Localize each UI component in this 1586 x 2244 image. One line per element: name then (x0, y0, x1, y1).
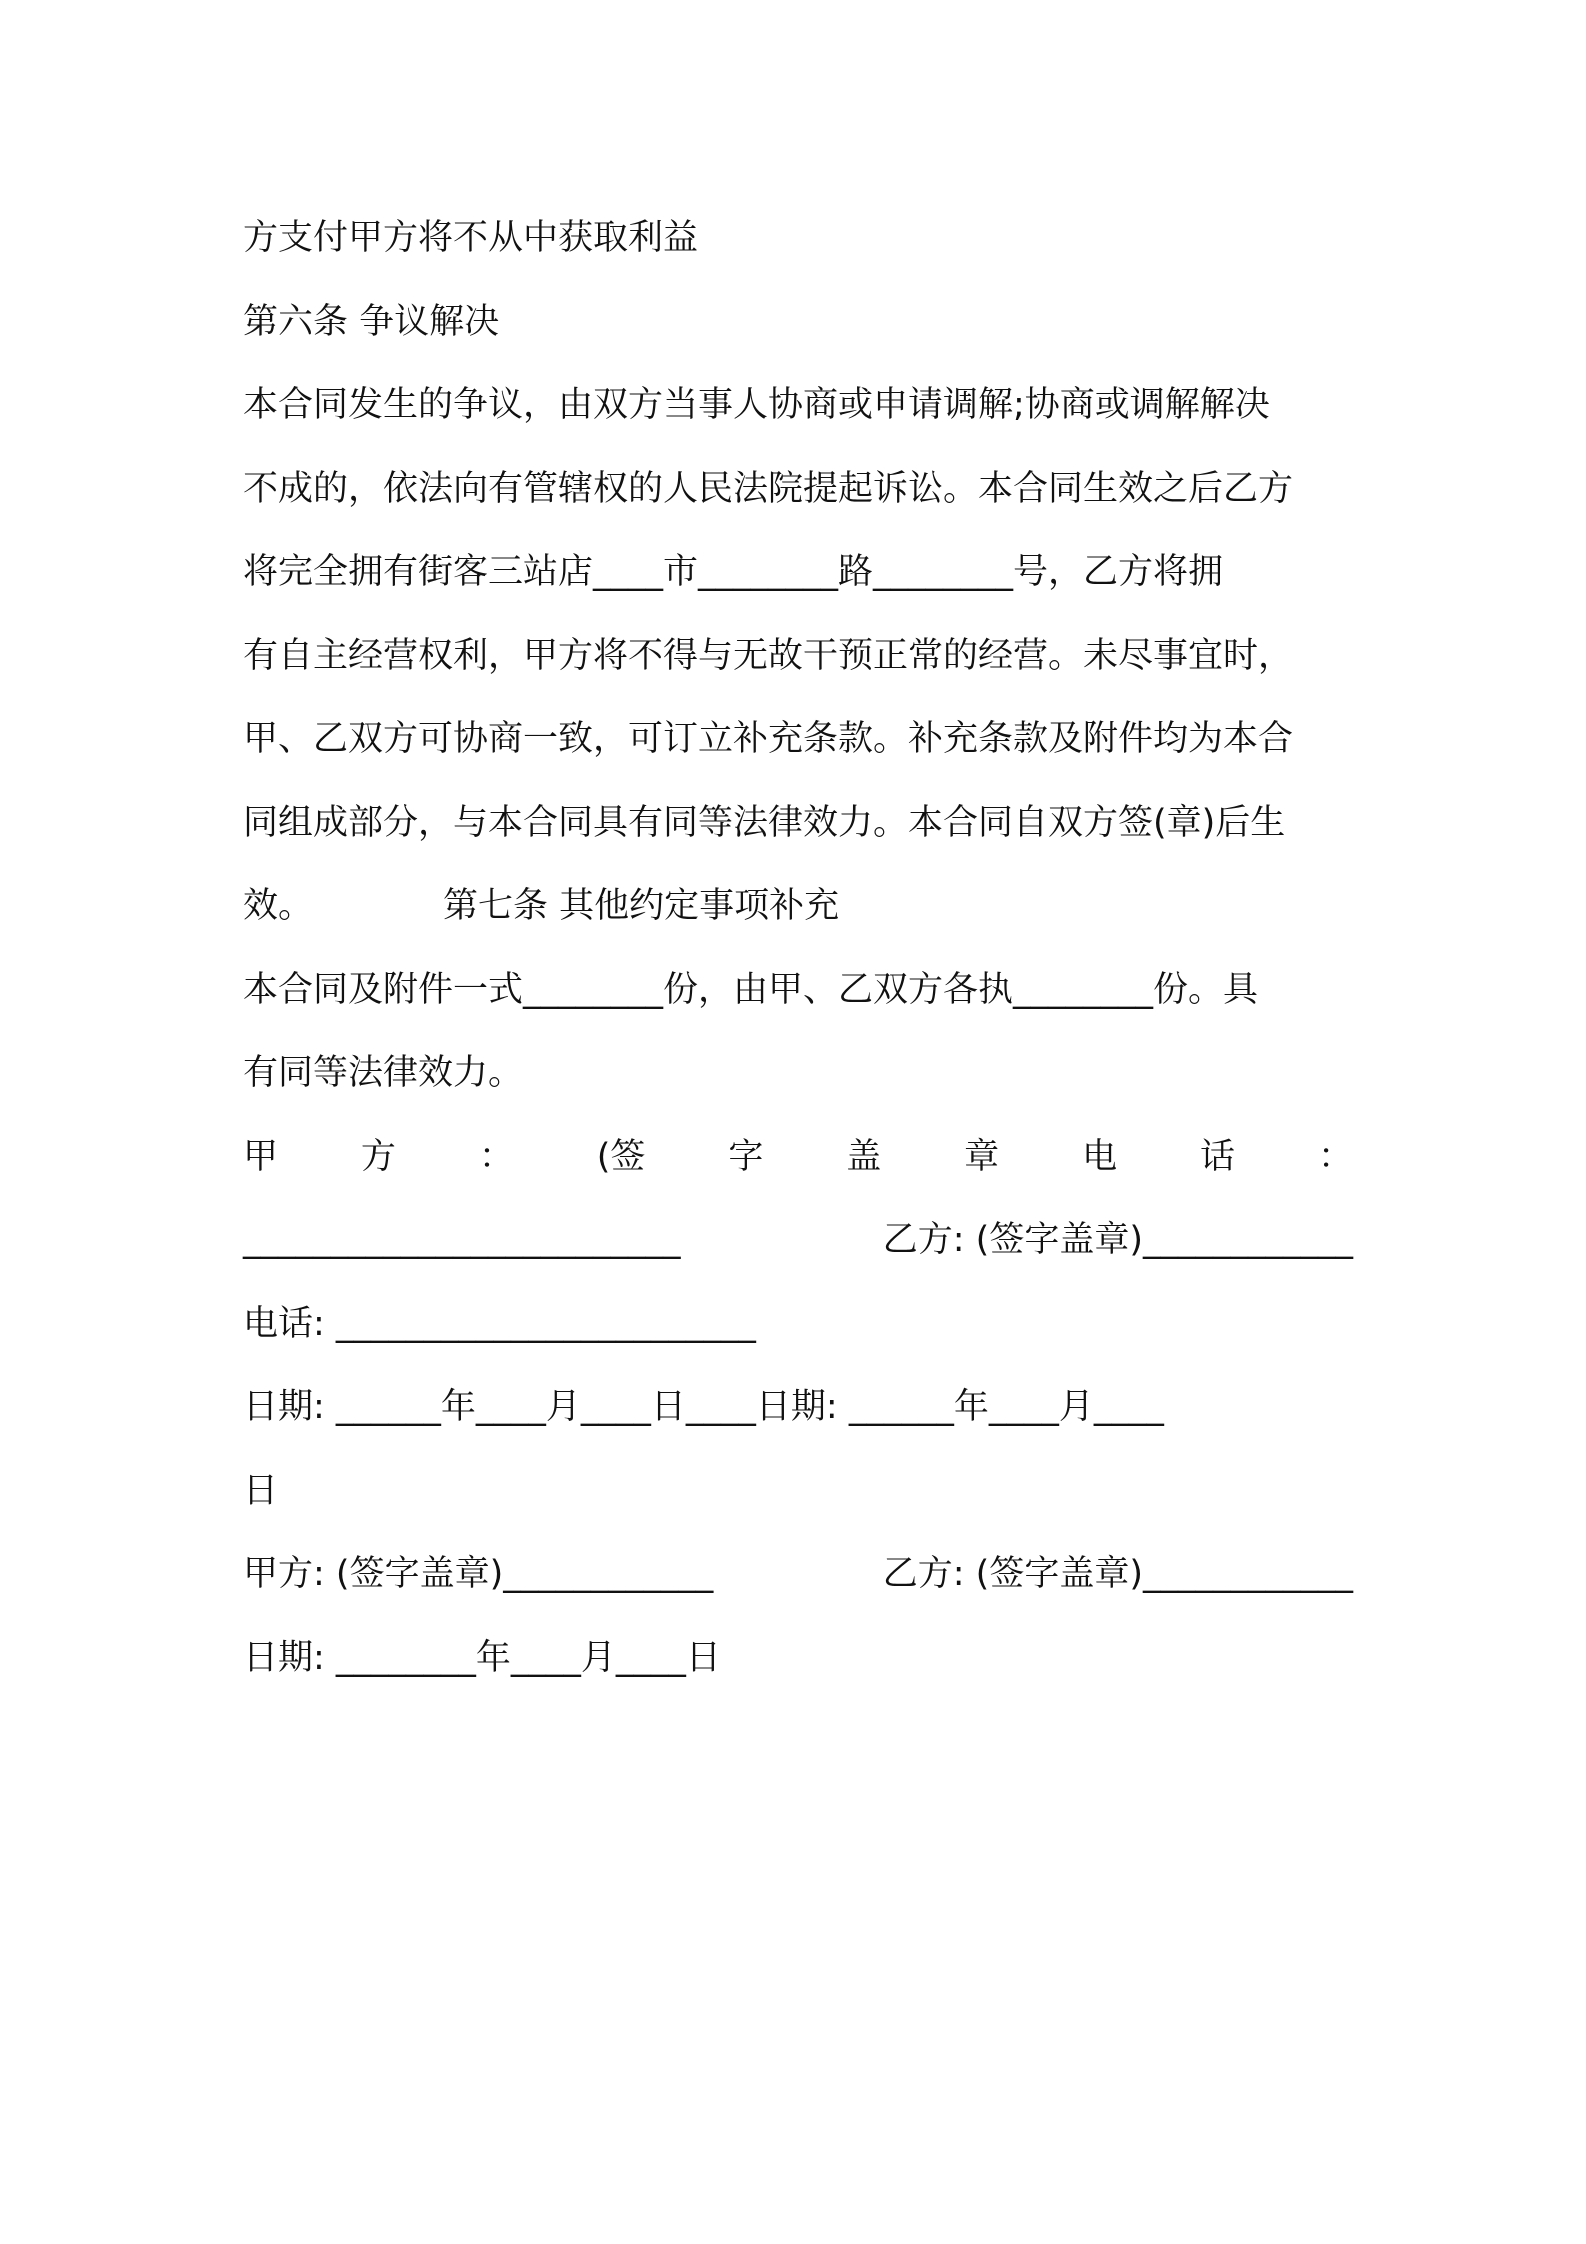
dates-line: 日期: ______年____月____日____日期: ______年____月____ (243, 1387, 1164, 1427)
text-line: 将完全拥有街客三站店____市________路________号，乙方将拥 (243, 552, 1224, 592)
document-body (243, 197, 1353, 1700)
dates-line-tail: 日 (243, 1470, 279, 1511)
signature-token: 字 (728, 1136, 764, 1177)
text-line: 有自主经营权利，甲方将不得与无故干预正常的经营。未尽事宜时， (243, 635, 1294, 676)
text-line: 不成的，依法向有管辖权的人民法院提起诉讼。本合同生效之后乙方 (243, 468, 1294, 509)
text-line: 有同等法律效力。 (243, 1053, 524, 1093)
signature-token: ： (1317, 1136, 1353, 1177)
signature-token: 盖 (846, 1136, 882, 1177)
signature-field: 乙方: (签字盖章)____________ (882, 1220, 1353, 1260)
signature-token: 方 (360, 1136, 396, 1177)
signature-field: 乙方: (签字盖章)____________ (882, 1554, 1353, 1594)
text-fragment: 效。 (243, 886, 314, 926)
text-line: 方支付甲方将不从中获取利益 (243, 218, 699, 258)
signature-line-party-a (243, 1116, 1353, 1200)
signature-line-party-b (243, 1199, 1353, 1283)
text-line: 本合同及附件一式________份，由甲、乙双方各执________份。具 (243, 969, 1259, 1010)
signature-field: 甲方: (签字盖章)____________ (243, 1554, 714, 1594)
signature-token: 甲 (243, 1136, 279, 1177)
date-line: 日期: ________年____月____日 (243, 1637, 721, 1678)
section-heading: 第六条 争议解决 (243, 301, 500, 342)
signature-token: 章 (964, 1136, 1000, 1177)
signature-token: 话 (1200, 1136, 1236, 1177)
text-line (243, 865, 1353, 949)
signature-line-both (243, 1533, 1353, 1617)
phone-line: 电话: ________________________ (243, 1303, 756, 1344)
text-line: 本合同发生的争议，由双方当事人协商或申请调解;协商或调解解决 (243, 385, 1270, 425)
signature-token: ： (478, 1136, 514, 1177)
signature-token: (签 (596, 1136, 646, 1177)
text-line: 甲、乙双方可协商一致，可订立补充条款。补充条款及附件均为本合 (243, 719, 1294, 759)
text-line: 同组成部分，与本合同具有同等法律效力。本合同自双方签(章)后生 (243, 802, 1286, 843)
section-heading: 第七条 其他约定事项补充 (443, 886, 840, 926)
signature-token: 电 (1082, 1136, 1118, 1177)
blank-line: _________________________ (243, 1220, 681, 1260)
